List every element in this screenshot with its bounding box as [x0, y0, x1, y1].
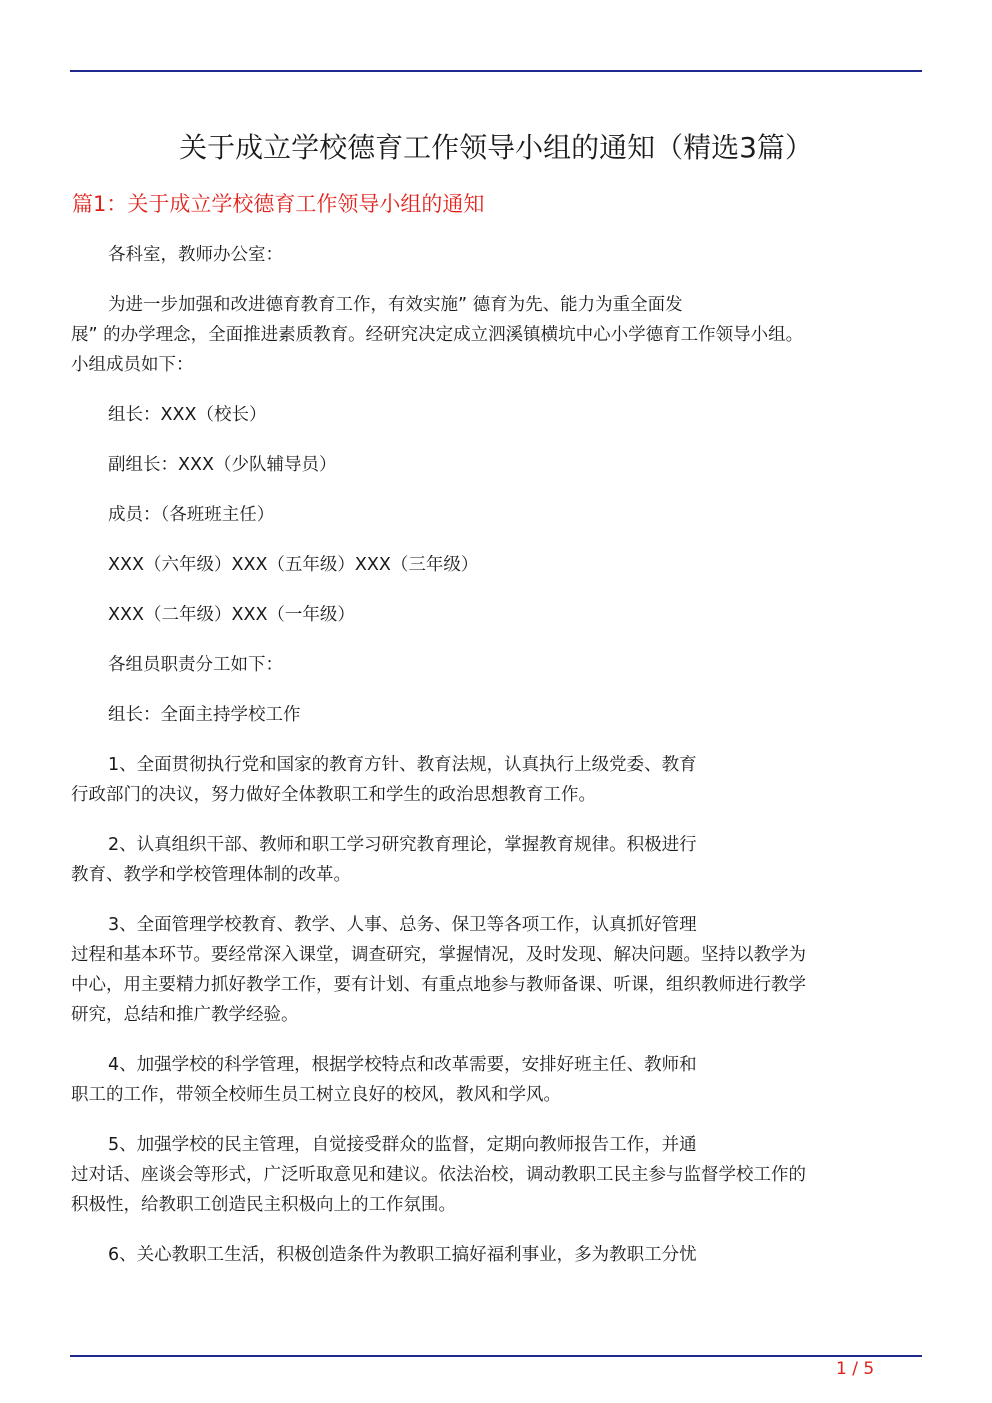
paragraph-line: 积极性，给教职工创造民主积极向上的工作氛围。 [71, 1195, 456, 1215]
paragraph [71, 240, 916, 270]
paragraph-line: 研究，总结和推广教学经验。 [71, 1005, 299, 1025]
paragraph-line: 4、加强学校的科学管理，根据学校特点和改革需要，安排好班主任、教师和 [108, 1055, 697, 1075]
header-rule [70, 70, 922, 72]
paragraph-line: 中心，用主要精力抓好教学工作，要有计划、有重点地参与教师备课、听课，组织教师进行教学 [71, 975, 806, 995]
paragraph [71, 550, 916, 580]
paragraph-line: 3、全面管理学校教育、教学、人事、总务、保卫等各项工作，认真抓好管理 [108, 915, 697, 935]
paragraph-line: 组长：XXX（校长） [108, 405, 267, 425]
paragraph [71, 450, 916, 480]
paragraph-line: XXX（二年级）XXX（一年级） [108, 605, 355, 625]
paragraph-line: 5、加强学校的民主管理，自觉接受群众的监督，定期向教师报告工作，并通 [108, 1135, 697, 1155]
paragraph-line: 为进一步加强和改进德育教育工作，有效实施” 德育为先、能力为重全面发 [108, 295, 683, 315]
paragraph-line: 过程和基本环节。要经常深入课堂，调查研究，掌握情况，及时发现、解决问题。坚持以教学为 [71, 945, 806, 965]
paragraph-line: 小组成员如下： [71, 355, 194, 375]
paragraph [71, 830, 916, 890]
paragraph [71, 1050, 916, 1110]
paragraph [71, 650, 916, 680]
paragraph [71, 500, 916, 530]
paragraph-line: XXX（六年级）XXX（五年级）XXX（三年级） [108, 555, 479, 575]
paragraph [71, 290, 916, 380]
paragraph [71, 400, 916, 430]
paragraph-line: 行政部门的决议，努力做好全体教职工和学生的政治思想教育工作。 [71, 785, 596, 805]
paragraph-line: 教育、教学和学校管理体制的改革。 [71, 865, 351, 885]
paragraph-line: 展” 的办学理念，全面推进素质教育。经研究决定成立泗溪镇横坑中心小学德育工作领导小组。 [71, 325, 804, 345]
paragraph [71, 910, 916, 1030]
paragraph-line: 副组长：XXX（少队辅导员） [108, 455, 337, 475]
paragraph [71, 600, 916, 630]
footer-rule [70, 1355, 922, 1357]
paragraph-line: 组长：全面主持学校工作 [108, 705, 301, 725]
paragraph-line: 1、全面贯彻执行党和国家的教育方针、教育法规，认真执行上级党委、教育 [108, 755, 697, 775]
paragraph-line: 过对话、座谈会等形式，广泛听取意见和建议。依法治校，调动教职工民主参与监督学校工作的 [71, 1165, 806, 1185]
paragraph-line: 职工的工作，带领全校师生员工树立良好的校风，教风和学风。 [71, 1085, 561, 1105]
paragraph [71, 700, 916, 730]
paragraph [71, 750, 916, 810]
paragraph-line: 6、关心教职工生活，积极创造条件为教职工搞好福利事业，多为教职工分忧 [108, 1245, 697, 1265]
paragraph-line: 成员：（各班班主任） [108, 505, 275, 525]
paragraph-line: 2、认真组织干部、教师和职工学习研究教育理论，掌握教育规律。积极进行 [108, 835, 697, 855]
document-body [71, 240, 916, 1290]
paragraph-line: 各组员职责分工如下： [108, 655, 283, 675]
page-number: 1 / 5 [836, 1359, 875, 1379]
paragraph [71, 1240, 916, 1270]
section-heading: 篇1：关于成立学校德育工作领导小组的通知 [72, 192, 485, 216]
paragraph [71, 1130, 916, 1220]
paragraph-line: 各科室，教师办公室： [108, 245, 283, 265]
document-title: 关于成立学校德育工作领导小组的通知（精选3篇） [179, 131, 813, 164]
